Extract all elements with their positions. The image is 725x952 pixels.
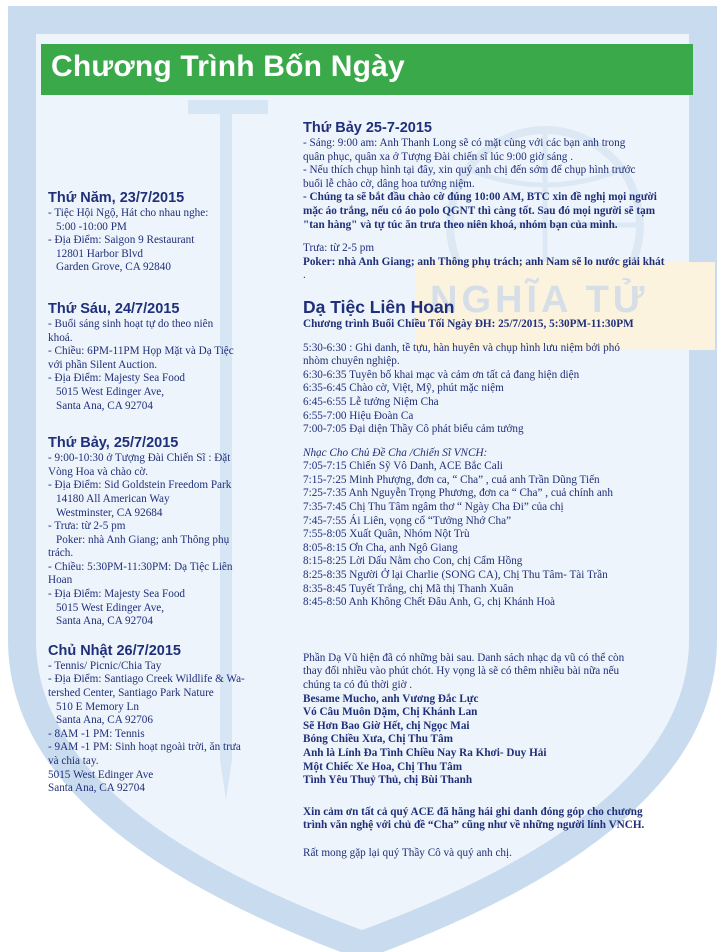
saturday-line: Vòng Hoa và chào cờ. [48,465,149,478]
sunday-line: 510 E Memory Ln [56,700,139,713]
sunday-line: - 8AM -1 PM: Tennis [48,727,145,740]
saturday-line: Hoan [48,574,73,587]
dance-item: Besame Mucho, anh Vương Đắc Lực [303,692,479,705]
title-banner [41,44,693,95]
closing-line: Rất mong gặp lại quý Thầy Cô và quý anh chị. [303,846,512,859]
saturday-line: - 9:00-10:30 ở Tượng Đài Chiến Sĩ : Đặt [48,452,231,465]
thanks-line: Xin cảm ơn tất cả quý ACE đã hăng hái ghi danh đóng góp cho chương [303,805,643,818]
saturday-detail: quân phục, quân xa ở Tượng Đài chiến sĩ lúc 9:00 giờ sáng . [303,150,573,163]
music-item: 7:55-8:05 Xuất Quân, Nhóm Nột Trù [303,528,470,541]
program-item: 6:55-7:00 Hiệu Đoàn Ca [303,409,414,422]
sunday-line: tershed Center, Santiago Park Nature [48,687,214,700]
sunday-line: Santa Ana, CA 92706 [56,714,153,727]
saturday-detail: Poker: nhà Anh Giang; anh Thông phụ trách; anh Nam sẽ lo nước giải khát [303,255,665,268]
right-column [303,120,698,861]
sunday-line: - Địa Điểm: Santiago Creek Wildlife & Wa- [48,673,245,686]
dance-intro: Phần Dạ Vũ hiện đã có những bài sau. Danh sách nhạc dạ vũ có thể còn [303,651,625,664]
dance-item: Tình Yêu Thuỷ Thủ, chị Bùi Thanh [303,774,473,787]
program-item: 6:30-6:35 Tuyên bố khai mạc và cảm ơn tất cả đang hiện diện [303,368,580,381]
friday-line: 5015 West Edinger Ave, [56,385,165,398]
music-item: 7:15-7:25 Minh Phượng, đơn ca, “ Cha” , cuả anh Trần Dũng Tiến [303,473,600,486]
friday-line: Santa Ana, CA 92704 [56,399,153,412]
friday-line: khoá. [48,331,73,344]
motto-text: NGHĨA TỬ [430,279,649,321]
gala-subtitle: Chương trình Buổi Chiều Tối Ngày ĐH: 25/7/2015, 5:30PM-11:30PM [303,317,634,330]
dance-item: Bóng Chiều Xưa, Chị Thu Tâm [303,733,453,746]
gala-heading: Dạ Tiệc Liên Hoan [303,296,455,317]
dance-item: Sẽ Hơn Bao Giờ Hết, chị Ngọc Mai [303,719,470,732]
saturday-line: 5015 West Edinger Ave, [56,601,165,614]
saturday-line: - Chiều: 5:30PM-11:30PM: Dạ Tiệc Liên [48,560,233,573]
music-item: 8:35-8:45 Tuyết Trắng, chị Mã thị Thanh Xuân [303,582,514,595]
music-item: 7:25-7:35 Anh Nguyễn Trọng Phương, đơn ca “ Cha” , cuả chính anh [303,487,613,500]
dance-item: Một Chiếc Xe Hoa, Chị Thu Tâm [303,760,463,773]
program-item: 6:45-6:55 Lễ tưởng Niệm Cha [303,395,439,408]
thursday-line: 5:00 -10:00 PM [56,220,127,233]
music-item: 8:15-8:25 Lời Dấu Nằm cho Con, chị Cẩm Hồng [303,555,523,568]
music-item: 8:25-8:35 Người Ở lại Charlie (SONG CA), Chị Thu Tâm- Tài Trần [303,569,608,582]
saturday-detail: buổi lễ chào cờ, dâng hoa tưởng niệm. [303,177,475,190]
saturday-line: - Địa Điểm: Majesty Sea Food [48,588,186,601]
thanks-line: trình văn nghệ với chủ đề “Cha” cũng như về những người lính VNCH. [303,819,645,832]
saturday-line: 14180 All American Way [56,492,170,505]
dance-item: Vó Câu Muôn Dặm, Chị Khánh Lan [303,706,478,719]
friday-line: - Buổi sáng sinh hoạt tự do theo niên [48,317,214,330]
music-item: 7:05-7:15 Chiến Sỹ Vô Danh, ACE Bắc Cali [303,460,503,473]
right-saturday-heading: Thứ Bảy 25-7-2015 [303,120,432,136]
friday-line: với phần Silent Auction. [48,358,158,371]
dance-item: Anh là Lính Đa Tình Chiều Nay Ra Khơi- Duy Hải [303,746,547,759]
saturday-detail: mặc áo trắng, nếu có áo polo QGNT thì càng tốt. Sau đó mọi người sẽ tạm [303,204,656,217]
program-item: 6:35-6:45 Chào cờ, Việt, Mỹ, phút mặc niệm [303,382,504,395]
saturday-detail: Trưa: từ 2-5 pm [303,242,375,255]
sunday-heading: Chủ Nhật 26/7/2015 [48,642,181,659]
sunday-line: 5015 West Edinger Ave [48,768,154,781]
thursday-heading: Thứ Năm, 23/7/2015 [48,190,185,206]
dance-intro: thay đổi nhiều vào phút chót. Hy vọng là sẽ có thêm nhiều bài nữa nếu [303,665,620,678]
dance-intro: chúng ta có đủ thời giờ . [303,679,413,691]
saturday-detail: "tan hàng" và tự túc ăn trưa theo niên khoá, nhóm bạn của mình. [303,218,618,231]
music-item: 8:05-8:15 Ơn Cha, anh Ngô Giang [303,541,458,554]
thursday-line: - Địa Điểm: Saigon 9 Restaurant [48,234,195,247]
music-item: 8:45-8:50 Anh Không Chết Đâu Anh, G, chị Khánh Hoà [303,596,556,609]
saturday-detail: . [303,269,306,282]
thursday-line: 12801 Harbor Blvd [56,247,144,260]
program-item: 5:30-6:30 : Ghi danh, tề tựu, hàn huyên và chụp hình lưu niệm bởi phó [303,341,620,354]
thursday-line: - Tiệc Hội Ngộ, Hát cho nhau nghe: [48,207,209,219]
left-column [48,190,268,796]
friday-heading: Thứ Sáu, 24/7/2015 [48,300,180,317]
saturday-line: - Địa Điểm: Sid Goldstein Freedom Park [48,479,232,492]
sunday-line: và chia tay. [48,755,99,767]
saturday-detail: - Sáng: 9:00 am: Anh Thanh Long sẽ có mặt cùng với các bạn anh trong [303,137,626,149]
saturday-line: Westminster, CA 92684 [56,506,163,519]
thursday-line: Garden Grove, CA 92840 [56,261,171,274]
sunday-line: - 9AM -1 PM: Sinh hoạt ngoài trời, ăn trưa [48,741,241,754]
sword-guard [188,100,268,114]
program-item: nhòm chuyên nghiệp. [303,355,400,368]
sunday-line: - Tennis/ Picnic/Chia Tay [48,659,162,672]
music-item: 7:45-7:55 Ái Liên, vọng cổ “Tưởng Nhớ Cha” [303,514,512,527]
sunday-line: Santa Ana, CA 92704 [48,782,145,795]
program-item: 7:00-7:05 Đại diện Thầy Cô phát biểu cảm tưởng [303,423,524,436]
saturday-detail: - Chúng ta sẽ bắt đầu chào cờ đúng 10:00 AM, BTC xin đề nghị mọi người [303,191,657,204]
friday-line: - Địa Điểm: Majesty Sea Food [48,372,186,385]
saturday-detail: - Nếu thích chụp hình tại đây, xin quý anh chị đến sớm để chụp hình trước [303,164,636,177]
saturday-line: trách. [48,547,74,560]
saturday-line: - Trưa: từ 2-5 pm [48,520,126,533]
saturday-line: Santa Ana, CA 92704 [56,615,153,628]
music-heading: Nhạc Cho Chủ Đề Cha /Chiến Sĩ VNCH: [303,446,488,459]
saturday-heading: Thứ Bảy, 25/7/2015 [48,435,179,452]
music-item: 7:35-7:45 Chị Thu Tâm ngâm thơ “ Ngày Cha Đi” của chị [303,501,564,514]
page-title: Chương Trình Bốn Ngày [51,50,405,83]
saturday-line: Poker: nhà Anh Giang; anh Thông phụ [56,533,230,546]
friday-line: - Chiều: 6PM-11PM Họp Mặt và Dạ Tiệc [48,345,234,358]
